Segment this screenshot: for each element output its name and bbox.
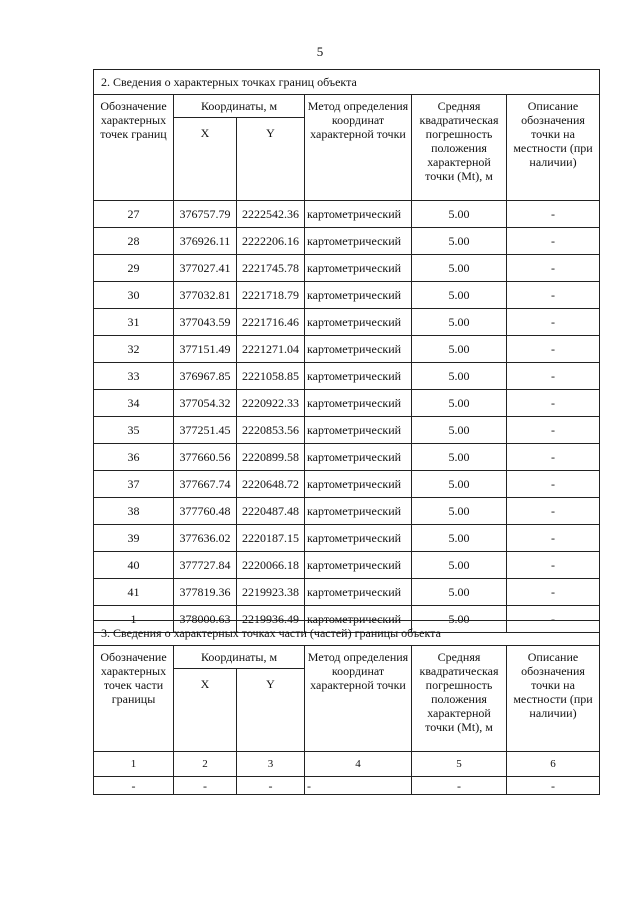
column-number: 3 <box>237 752 305 777</box>
cell-y: 2222206.16 <box>237 228 305 255</box>
cell-method: картометрический <box>305 579 412 606</box>
cell-point: 35 <box>94 417 174 444</box>
cell-point: 31 <box>94 309 174 336</box>
cell-error: - <box>412 777 507 795</box>
cell-method: картометрический <box>305 417 412 444</box>
cell-description: - <box>507 282 600 309</box>
cell-error: 5.00 <box>412 282 507 309</box>
table-row <box>94 552 600 579</box>
cell-description: - <box>507 255 600 282</box>
cell-error: 5.00 <box>412 579 507 606</box>
cell-x: 377760.48 <box>174 498 237 525</box>
cell-error: 5.00 <box>412 552 507 579</box>
cell-method: картометрический <box>305 309 412 336</box>
table-row <box>94 777 600 795</box>
header-method: Метод определения координат характерной точки <box>305 646 412 752</box>
header-x: X <box>174 669 237 752</box>
cell-x: 376967.85 <box>174 363 237 390</box>
cell-x: 377043.59 <box>174 309 237 336</box>
table-row <box>94 444 600 471</box>
cell-x: - <box>174 777 237 795</box>
cell-x: 377660.56 <box>174 444 237 471</box>
cell-description: - <box>507 777 600 795</box>
header-description: Описание обозначения точки на местности (при наличии) <box>507 646 600 752</box>
cell-method: картометрический <box>305 282 412 309</box>
cell-x: 377151.49 <box>174 336 237 363</box>
cell-x: 377819.36 <box>174 579 237 606</box>
cell-description: - <box>507 606 600 633</box>
cell-description: - <box>507 228 600 255</box>
cell-y: 2220853.56 <box>237 417 305 444</box>
column-number: 5 <box>412 752 507 777</box>
cell-error: 5.00 <box>412 525 507 552</box>
header-designation: Обозначение характерных точек части границы <box>94 646 174 752</box>
cell-point: 41 <box>94 579 174 606</box>
cell-x: 377727.84 <box>174 552 237 579</box>
cell-method: картометрический <box>305 363 412 390</box>
cell-y: 2221718.79 <box>237 282 305 309</box>
cell-point: 37 <box>94 471 174 498</box>
cell-description: - <box>507 390 600 417</box>
cell-error: 5.00 <box>412 498 507 525</box>
cell-description: - <box>507 444 600 471</box>
cell-method: картометрический <box>305 471 412 498</box>
cell-method: картометрический <box>305 390 412 417</box>
table-row <box>94 228 600 255</box>
cell-y: 2220487.48 <box>237 498 305 525</box>
table-row <box>94 579 600 606</box>
cell-method: картометрический <box>305 552 412 579</box>
cell-point: 27 <box>94 201 174 228</box>
cell-x: 376926.11 <box>174 228 237 255</box>
cell-point: 30 <box>94 282 174 309</box>
cell-point: 1 <box>94 606 174 633</box>
cell-point: 34 <box>94 390 174 417</box>
cell-error: 5.00 <box>412 336 507 363</box>
header-x: X <box>174 118 237 201</box>
header-y: Y <box>237 118 305 201</box>
cell-error: 5.00 <box>412 390 507 417</box>
cell-x: 377251.45 <box>174 417 237 444</box>
cell-point: - <box>94 777 174 795</box>
table-row <box>94 255 600 282</box>
cell-point: 38 <box>94 498 174 525</box>
cell-description: - <box>507 498 600 525</box>
table-row <box>94 201 600 228</box>
column-number: 4 <box>305 752 412 777</box>
boundary-points-table <box>93 69 600 633</box>
cell-y: 2221745.78 <box>237 255 305 282</box>
cell-y: 2220648.72 <box>237 471 305 498</box>
cell-method: - <box>305 777 412 795</box>
table-row <box>94 309 600 336</box>
cell-method: картометрический <box>305 525 412 552</box>
cell-error: 5.00 <box>412 255 507 282</box>
table-row <box>94 417 600 444</box>
cell-point: 29 <box>94 255 174 282</box>
cell-description: - <box>507 579 600 606</box>
cell-method: картометрический <box>305 498 412 525</box>
cell-x: 377636.02 <box>174 525 237 552</box>
cell-point: 32 <box>94 336 174 363</box>
cell-y: 2219936.49 <box>237 606 305 633</box>
table-row <box>94 336 600 363</box>
cell-y: 2220066.18 <box>237 552 305 579</box>
header-error: Средняя квадратическая погрешность положения характерной точки (Mt), м <box>412 646 507 752</box>
cell-description: - <box>507 471 600 498</box>
section3-title: 3. Сведения о характерных точках части (частей) границы объекта <box>94 621 600 646</box>
cell-description: - <box>507 201 600 228</box>
header-designation: Обозначение характерных точек границ <box>94 95 174 201</box>
cell-error: 5.00 <box>412 309 507 336</box>
header-coordinates: Координаты, м <box>174 95 305 118</box>
cell-y: - <box>237 777 305 795</box>
table-row <box>94 525 600 552</box>
cell-y: 2219923.38 <box>237 579 305 606</box>
cell-y: 2222542.36 <box>237 201 305 228</box>
column-number: 1 <box>94 752 174 777</box>
cell-x: 377667.74 <box>174 471 237 498</box>
cell-description: - <box>507 552 600 579</box>
header-error: Средняя квадратическая погрешность положения характерной точки (Mt), м <box>412 95 507 201</box>
table-row <box>94 363 600 390</box>
cell-error: 5.00 <box>412 228 507 255</box>
cell-point: 40 <box>94 552 174 579</box>
cell-error: 5.00 <box>412 201 507 228</box>
cell-x: 377027.41 <box>174 255 237 282</box>
table-row <box>94 498 600 525</box>
cell-description: - <box>507 309 600 336</box>
cell-error: 5.00 <box>412 471 507 498</box>
cell-x: 376757.79 <box>174 201 237 228</box>
cell-description: - <box>507 525 600 552</box>
cell-method: картометрический <box>305 336 412 363</box>
header-description: Описание обозначения точки на местности (при наличии) <box>507 95 600 201</box>
page-number: 5 <box>316 44 324 59</box>
cell-error: 5.00 <box>412 444 507 471</box>
cell-error: 5.00 <box>412 606 507 633</box>
cell-x: 377032.81 <box>174 282 237 309</box>
cell-y: 2220187.15 <box>237 525 305 552</box>
cell-y: 2221058.85 <box>237 363 305 390</box>
cell-method: картометрический <box>305 201 412 228</box>
cell-description: - <box>507 336 600 363</box>
table-row <box>94 471 600 498</box>
table-row <box>94 282 600 309</box>
cell-x: 378000.63 <box>174 606 237 633</box>
cell-y: 2221716.46 <box>237 309 305 336</box>
table-row <box>94 390 600 417</box>
cell-method: картометрический <box>305 444 412 471</box>
partial-boundary-points-table <box>93 620 600 795</box>
cell-point: 39 <box>94 525 174 552</box>
cell-method: картометрический <box>305 228 412 255</box>
cell-description: - <box>507 417 600 444</box>
cell-point: 28 <box>94 228 174 255</box>
column-number: 6 <box>507 752 600 777</box>
header-coordinates: Координаты, м <box>174 646 305 669</box>
cell-y: 2221271.04 <box>237 336 305 363</box>
cell-method: картометрический <box>305 255 412 282</box>
cell-description: - <box>507 363 600 390</box>
boundary-points-body <box>94 201 600 633</box>
cell-error: 5.00 <box>412 417 507 444</box>
cell-error: 5.00 <box>412 363 507 390</box>
cell-point: 36 <box>94 444 174 471</box>
cell-y: 2220899.58 <box>237 444 305 471</box>
column-number: 2 <box>174 752 237 777</box>
partial-boundary-points-body <box>94 777 600 795</box>
section2-title: 2. Сведения о характерных точках границ объекта <box>94 70 600 95</box>
cell-y: 2220922.33 <box>237 390 305 417</box>
header-y: Y <box>237 669 305 752</box>
cell-x: 377054.32 <box>174 390 237 417</box>
cell-method: картометрический <box>305 606 412 633</box>
header-method: Метод определения координат характерной точки <box>305 95 412 201</box>
cell-point: 33 <box>94 363 174 390</box>
